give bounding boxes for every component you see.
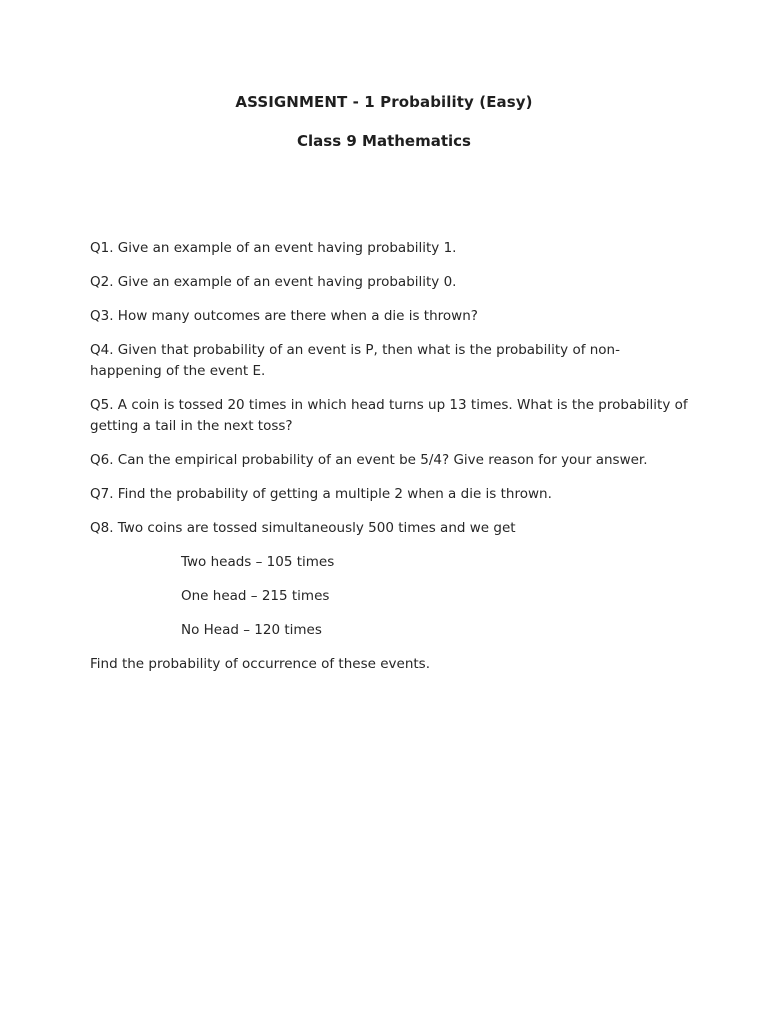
question-3: Q3. How many outcomes are there when a die is thrown? [90, 308, 478, 324]
question-1: Q1. Give an example of an event having probability 1. [90, 240, 457, 256]
question-4: Q4. Given that probability of an event is P, then what is the probability of non-happening of the event E. [90, 342, 620, 379]
question-7: Q7. Find the probability of getting a multiple 2 when a die is thrown. [90, 486, 552, 502]
page-subtitle: Class 9 Mathematics [297, 132, 471, 150]
page-title: ASSIGNMENT - 1 Probability (Easy) [235, 93, 533, 111]
question-6: Q6. Can the empirical probability of an event be 5/4? Give reason for your answer. [90, 452, 648, 468]
question-5: Q5. A coin is tossed 20 times in which head turns up 13 times. What is the probability of getting a tail in the next toss? [90, 397, 688, 434]
question-8: Q8. Two coins are tossed simultaneously 500 times and we get [90, 520, 516, 536]
q8-item-no-head: No Head – 120 times [181, 622, 322, 638]
q8-item-two-heads: Two heads – 105 times [181, 554, 335, 570]
q8-item-one-head: One head – 215 times [181, 588, 330, 604]
closing-instruction: Find the probability of occurrence of these events. [90, 656, 430, 672]
question-2: Q2. Give an example of an event having probability 0. [90, 274, 457, 290]
question-list [90, 238, 690, 675]
